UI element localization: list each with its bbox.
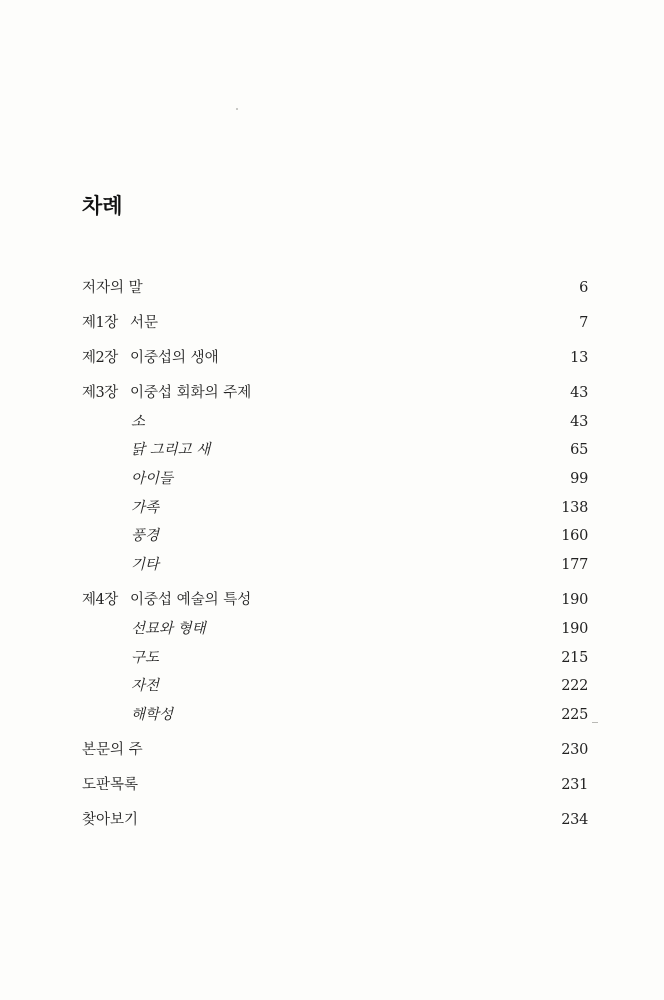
- chapter-number: 제2장: [82, 350, 118, 366]
- toc-entry-title: 본문의 주: [82, 742, 143, 758]
- toc-entry-title: 자전: [131, 678, 160, 694]
- paper-speck: [592, 722, 598, 723]
- toc-entry-page: 231: [561, 777, 588, 793]
- page-title: 차례: [82, 194, 123, 218]
- paper-speck: [236, 108, 238, 110]
- toc-entry-page: 13: [570, 350, 588, 366]
- toc-entry-page: 225: [561, 707, 588, 723]
- toc-entry-title: 이중섭의 생애: [130, 350, 219, 366]
- toc-entry-notes[interactable]: [82, 737, 588, 763]
- toc-subentry[interactable]: [82, 673, 588, 699]
- toc-entry-title: 닭 그리고 새: [131, 442, 211, 458]
- toc-entry-page: 43: [570, 385, 588, 401]
- toc-subentry[interactable]: [82, 616, 588, 642]
- toc-subentry[interactable]: [82, 495, 588, 521]
- toc-entry-title: 기타: [131, 557, 160, 573]
- toc-entry-chapter-2[interactable]: [82, 345, 588, 371]
- toc-entry-title: 도판목록: [82, 777, 139, 793]
- toc-subentry[interactable]: [82, 466, 588, 492]
- toc-entry-title: 소: [131, 414, 146, 430]
- toc-entry-page: 43: [570, 414, 588, 430]
- toc-entry-page: 234: [561, 812, 588, 828]
- toc-entry-page: 190: [561, 592, 588, 608]
- toc-entry-page: 7: [579, 315, 588, 331]
- toc-entry-chapter-4[interactable]: [82, 587, 588, 613]
- toc-entry-index[interactable]: [82, 807, 588, 833]
- toc-entry-title: 가족: [131, 500, 160, 516]
- toc-entry-title: 이중섭 회화의 주제: [130, 385, 252, 401]
- toc-entry-plates[interactable]: [82, 772, 588, 798]
- toc-entry-page: 138: [561, 500, 588, 516]
- toc-entry-title: 선묘와 형태: [131, 621, 206, 637]
- toc-entry-page: 177: [561, 557, 588, 573]
- toc-entry-page: 222: [561, 678, 588, 694]
- toc-subentry[interactable]: [82, 523, 588, 549]
- toc-entry-page: 215: [561, 650, 588, 666]
- toc-entry-page: 99: [570, 471, 588, 487]
- toc-subentry[interactable]: [82, 552, 588, 578]
- toc-entry-title: 찾아보기: [82, 812, 139, 828]
- chapter-number: 제1장: [82, 315, 118, 331]
- toc-entry-preface[interactable]: [82, 275, 588, 301]
- toc-entry-page: 190: [561, 621, 588, 637]
- toc-entry-title: 이중섭 예술의 특성: [130, 592, 252, 608]
- chapter-number: 제4장: [82, 592, 118, 608]
- toc-subentry[interactable]: [82, 645, 588, 671]
- toc-entry-page: 160: [561, 528, 588, 544]
- toc-entry-title: 해학성: [131, 707, 174, 723]
- toc-entry-title: 저자의 말: [82, 280, 143, 296]
- toc-subentry[interactable]: [82, 409, 588, 435]
- toc-entry-title: 서문: [130, 315, 159, 331]
- toc-entry-title: 아이들: [131, 471, 174, 487]
- chapter-number: 제3장: [82, 385, 118, 401]
- toc-subentry[interactable]: [82, 702, 588, 728]
- toc-entry-title: 풍경: [131, 528, 160, 544]
- toc-entry-page: 230: [561, 742, 588, 758]
- toc-entry-chapter-1[interactable]: [82, 310, 588, 336]
- toc-entry-page: 6: [579, 280, 588, 296]
- toc-entry-chapter-3[interactable]: [82, 380, 588, 406]
- toc-subentry[interactable]: [82, 437, 588, 463]
- toc-entry-title: 구도: [131, 650, 160, 666]
- toc-entry-page: 65: [570, 442, 588, 458]
